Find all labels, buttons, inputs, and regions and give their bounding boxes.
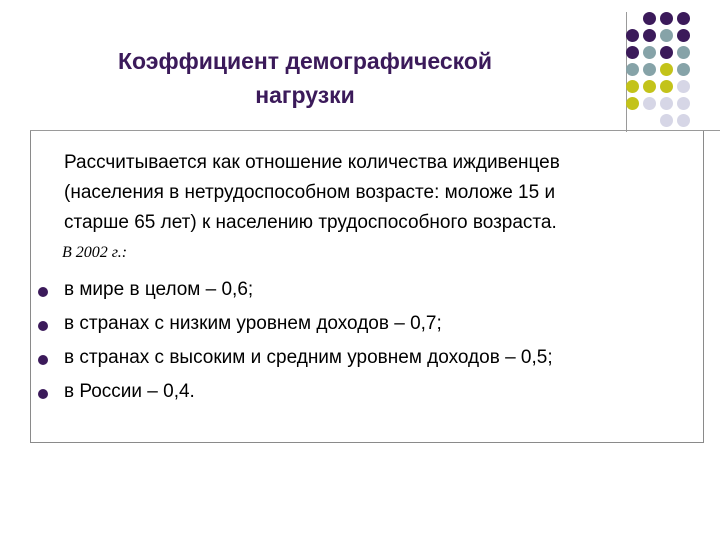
decor-dot — [626, 97, 639, 110]
list-item-text: в России – 0,4. — [64, 381, 195, 402]
list-item-text: в странах с низким уровнем доходов – 0,7; — [64, 313, 442, 334]
decor-dot — [660, 114, 673, 127]
decor-dot — [677, 80, 690, 93]
decor-dot — [677, 12, 690, 25]
intro-line-1: Рассчитывается как отношение количества иждивенцев — [64, 152, 560, 173]
decor-dot — [660, 46, 673, 59]
decor-dot — [677, 46, 690, 59]
decor-dot — [626, 29, 639, 42]
decor-dot — [660, 97, 673, 110]
decor-dot — [660, 29, 673, 42]
decor-dot — [643, 29, 656, 42]
decor-dot — [626, 80, 639, 93]
decor-dot — [660, 63, 673, 76]
slide-title-line-1: Коэффициент демографической — [117, 48, 493, 74]
decor-dot — [677, 114, 690, 127]
decor-dot — [660, 12, 673, 25]
decor-dot — [626, 46, 639, 59]
slide-title — [70, 44, 540, 112]
list-item-text: в мире в целом – 0,6; — [64, 279, 254, 300]
slide-title-line-2: нагрузки — [255, 82, 355, 108]
decor-dot — [643, 12, 656, 25]
decor-dot — [643, 97, 656, 110]
bullet-icon — [38, 287, 48, 297]
bullet-icon — [38, 355, 48, 365]
intro-line-2: (населения в нетрудоспособном возрасте: моложе 15 и — [64, 182, 556, 203]
decor-dot — [660, 80, 673, 93]
decor-dot — [677, 97, 690, 110]
decor-dot — [643, 63, 656, 76]
bullet-icon — [38, 321, 48, 331]
decor-dot — [643, 46, 656, 59]
decor-dot — [643, 80, 656, 93]
bullet-icon — [38, 389, 48, 399]
decor-dot — [626, 63, 639, 76]
list-item-text: в странах с высоким и средним уровнем доходов – 0,5; — [64, 347, 553, 368]
year-label: В 2002 г.: — [62, 244, 128, 261]
intro-line-3: старше 65 лет) к населению трудоспособного возраста. — [64, 212, 557, 233]
decor-dot — [677, 29, 690, 42]
decor-dot — [677, 63, 690, 76]
intro-paragraph — [62, 148, 694, 238]
